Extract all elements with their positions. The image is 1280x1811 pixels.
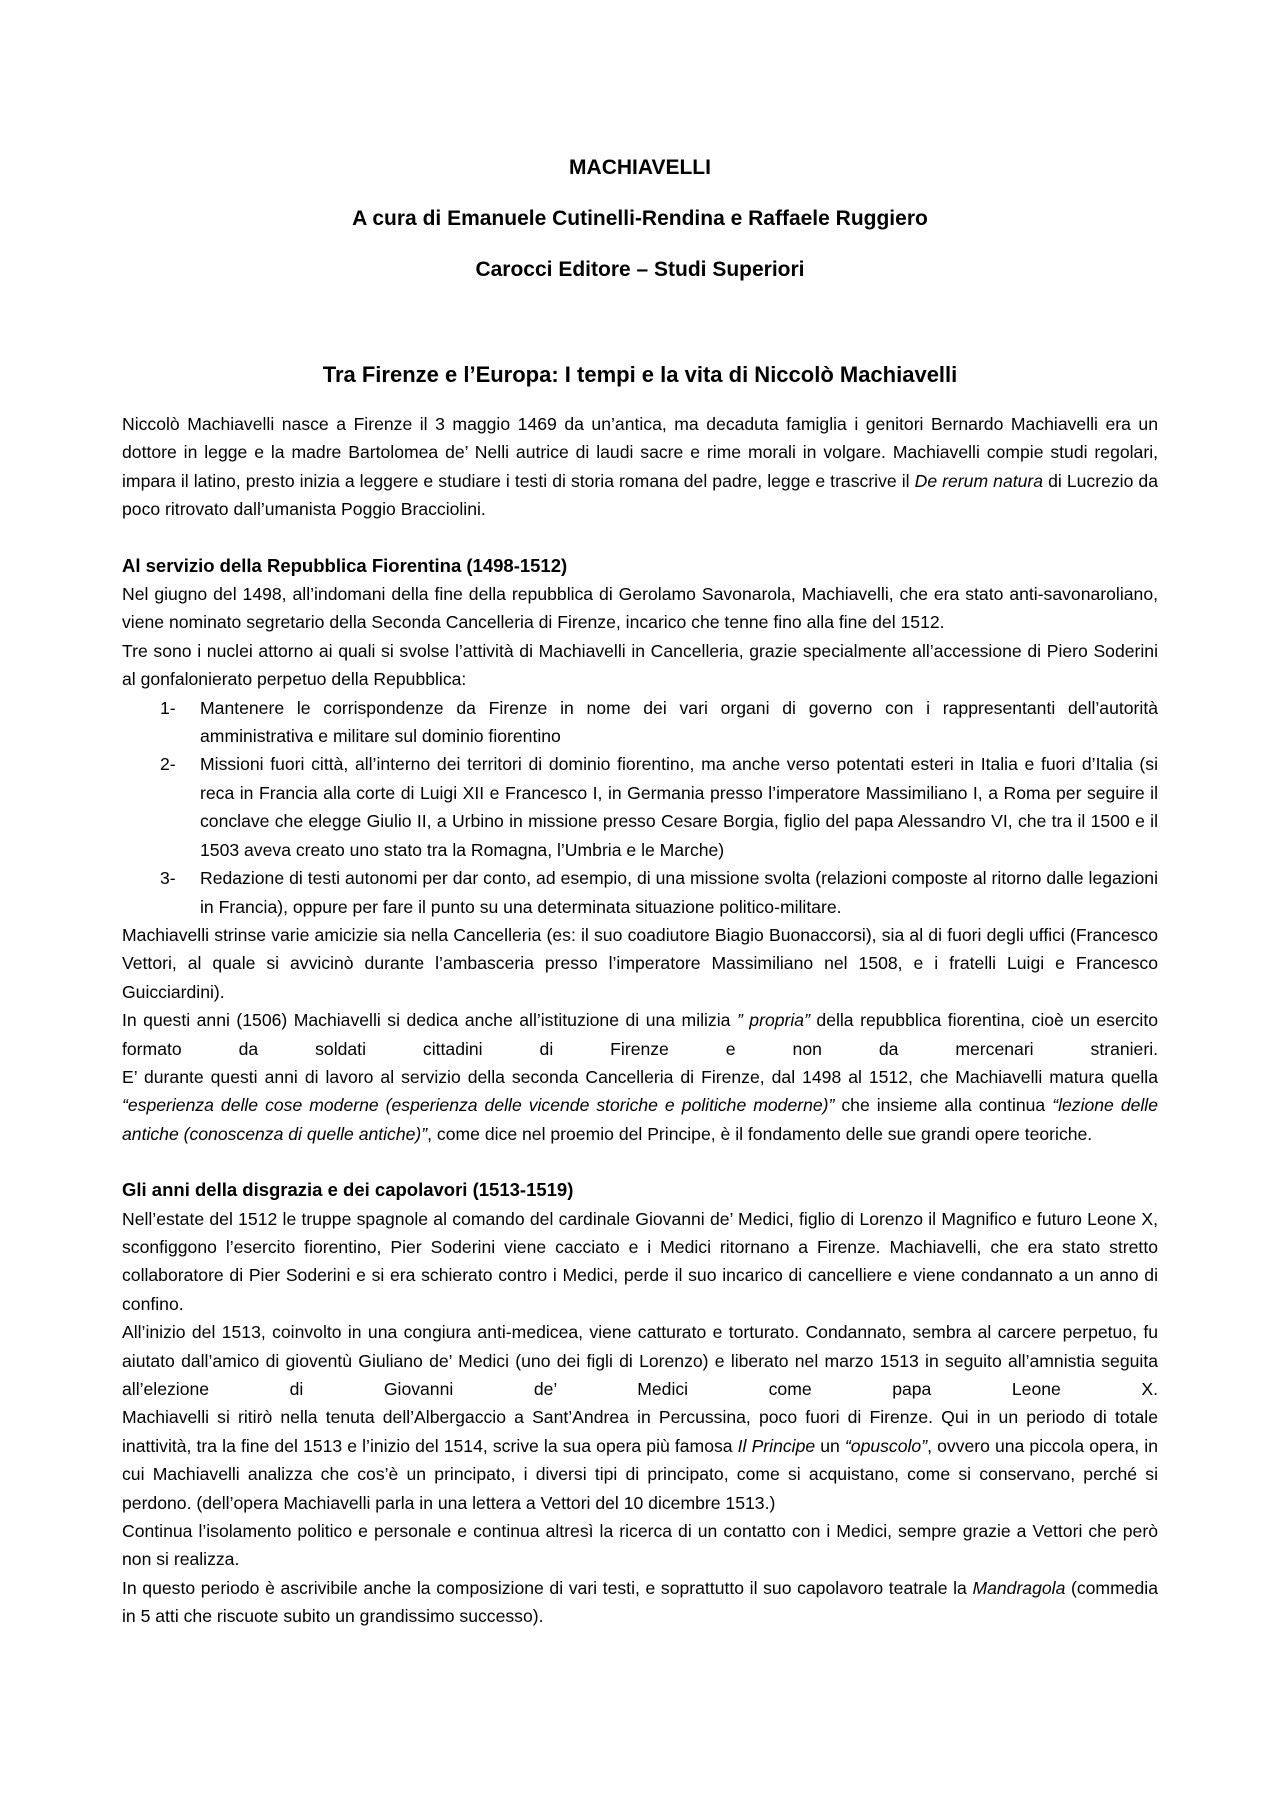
section2-paragraph-1: Nell’estate del 1512 le truppe spagnole al comando del cardinale Giovanni de’ Medici, figlio di Lorenzo il Magnifico e futuro Leone X, sconfiggono l’esercito fiorentino, Pier Soderini viene cacciato e i Medici ritornano a Firenze. Machiavelli, che era stato stretto collaboratore di Pier Soderini e si era schierato contro i Medici, perde il suo incarico di cancelliere e viene condannato a un anno di confino. bbox=[122, 1208, 1158, 1314]
section1-paragraph-3: Machiavelli strinse varie amicizie sia nella Cancelleria (es: il suo coadiutore Biagio Buonaccorsi), sia al di fuori degli uffici (Francesco Vettori, al quale si avvicinò durante l’ambasceria presso l’imperatore Massimiliano nel 1508, e i fratelli Luigi e Francesco Guicciardini). bbox=[122, 924, 1158, 1002]
list-item: 2- Missioni fuori città, all’interno dei territori di dominio fiorentino, ma anche verso potentati esteri in Italia e fuori d’Italia (si reca in Francia alla corte di Luigi XII e Francesco I, in Germania presso l’imperatore Massimiliano I, a Roma per seguire il conclave che elegge Giulio II, a Urbino in missione presso Cesare Borgia, figlio del papa Alessandro VI, che tra il 1500 e il 1503 aveva creato uno stato tra la Romagna, l’Umbria e le Marche) bbox=[160, 754, 1158, 860]
list-item: 3- Redazione di testi autonomi per dar conto, ad esempio, di una missione svolta (relazioni composte al ritorno dalle legazioni in Francia), oppure per fare il punto su una determinata situazione politico-militare. bbox=[160, 868, 1158, 917]
section2-paragraph-4: Continua l’isolamento politico e personale e continua altresì la ricerca di un contatto con i Medici, sempre grazie a Vettori che però non si realizza. bbox=[122, 1521, 1158, 1570]
section-heading-disgrazia: Gli anni della disgrazia e dei capolavori (1513-1519) bbox=[122, 1179, 574, 1201]
section1-paragraph-4: In questi anni (1506) Machiavelli si dedica anche all’istituzione di una milizia ” propria” della repubblica fiorentina, cioè un esercito formato da soldati cittadini di Firenze e non da mercenari stranieri. bbox=[122, 1010, 1158, 1059]
section1-paragraph-5: E’ durante questi anni di lavoro al servizio della seconda Cancelleria di Firenze, dal 1498 al 1512, che Machiavelli matura quella “esperienza delle cose moderne (esperienza delle vicende storiche e politiche moderne)” che insieme alla continua “lezione delle antiche (conoscenza di quelle antiche)”, come dice nel proemio del Principe, è il fondamento delle sue grandi opere teoriche. bbox=[122, 1066, 1158, 1144]
list-item: 1- Mantenere le corrispondenze da Firenze in nome dei vari organi di governo con i rappresentanti dell’autorità amministrativa e militare sul dominio fiorentino bbox=[160, 697, 1158, 747]
section2-paragraph-2: All’inizio del 1513, coinvolto in una congiura anti-medicea, viene catturato e torturato. Condannato, sembra al carcere perpetuo, fu aiutato dall’amico di gioventù Giuliano de’ Medici (uno dei figli di Lorenzo) e liberato nel marzo 1513 in seguito all’amnistia seguita all’elezione di Giovanni de’ Medici come papa Leone X. bbox=[122, 1322, 1158, 1399]
chapter-title: Tra Firenze e l’Europa: I tempi e la vita di Niccolò Machiavelli bbox=[322, 362, 958, 387]
work-title-de-rerum-natura: De rerum natura bbox=[914, 470, 1044, 491]
publisher-line: Carocci Editore – Studi Superiori bbox=[475, 258, 805, 281]
section1-paragraph-2: Tre sono i nuclei attorno ai quali si svolse l’attività di Machiavelli in Cancelleria, grazie specialmente all’accessione di Piero Soderini al gonfalonierato perpetuo della Repubblica: bbox=[122, 640, 1158, 690]
work-title-mandragola: Mandragola bbox=[972, 1577, 1066, 1598]
section2-paragraph-5: In questo periodo è ascrivibile anche la composizione di vari testi, e soprattutto il suo capolavoro teatrale la Mandragola (commedia in 5 atti che riscuote subito un grandissimo successo). bbox=[122, 1577, 1159, 1627]
section2-paragraph-3: Machiavelli si ritirò nella tenuta dell’Albergaccio a Sant’Andrea in Percussina, poco fuori di Firenze. Qui in un periodo di totale inattività, tra la fine del 1513 e l’inizio del 1514, scrive la sua opera più famosa Il Principe un “opuscolo”, ovvero una piccola opera, in cui Machiavelli analizza che cos’è un principato, i diversi tipi di principato, come si acquistano, come si conservano, perché si perdono. (dell’opera Machiavelli parla in una lettera a Vettori del 10 dicembre 1513.) bbox=[122, 1407, 1158, 1513]
work-title-il-principe: Il Principe bbox=[737, 1435, 816, 1456]
activities-list bbox=[122, 694, 1158, 921]
document-body bbox=[122, 410, 1158, 1631]
section1-paragraph-1: Nel giugno del 1498, all’indomani della fine della repubblica di Gerolamo Savonarola, Machiavelli, che era stato anti-savonaroliano, viene nominato segretario della Seconda Cancelleria di Firenze, incarico che tenne fino alla fine del 1512. bbox=[122, 584, 1158, 633]
document-title: MACHIAVELLI bbox=[569, 156, 711, 179]
intro-paragraph: Niccolò Machiavelli nasce a Firenze il 3 maggio 1469 da un’antica, ma decaduta famiglia i genitori Bernardo Machiavelli era un dottore in legge e la madre Bartolomea de’ Nelli autrice di laudi sacre e rime morali in volgare. Machiavelli compie studi regolari, impara il latino, presto inizia a leggere e studiare i testi di storia romana del padre, legge e trascrive il De rerum natura di Lucrezio da poco ritrovato dall’umanista Poggio Bracciolini. bbox=[122, 414, 1158, 520]
section-heading-repubblica: Al servizio della Repubblica Fiorentina (1498-1512) bbox=[122, 554, 568, 576]
editors-line: A cura di Emanuele Cutinelli-Rendina e Raffaele Ruggiero bbox=[352, 207, 928, 230]
